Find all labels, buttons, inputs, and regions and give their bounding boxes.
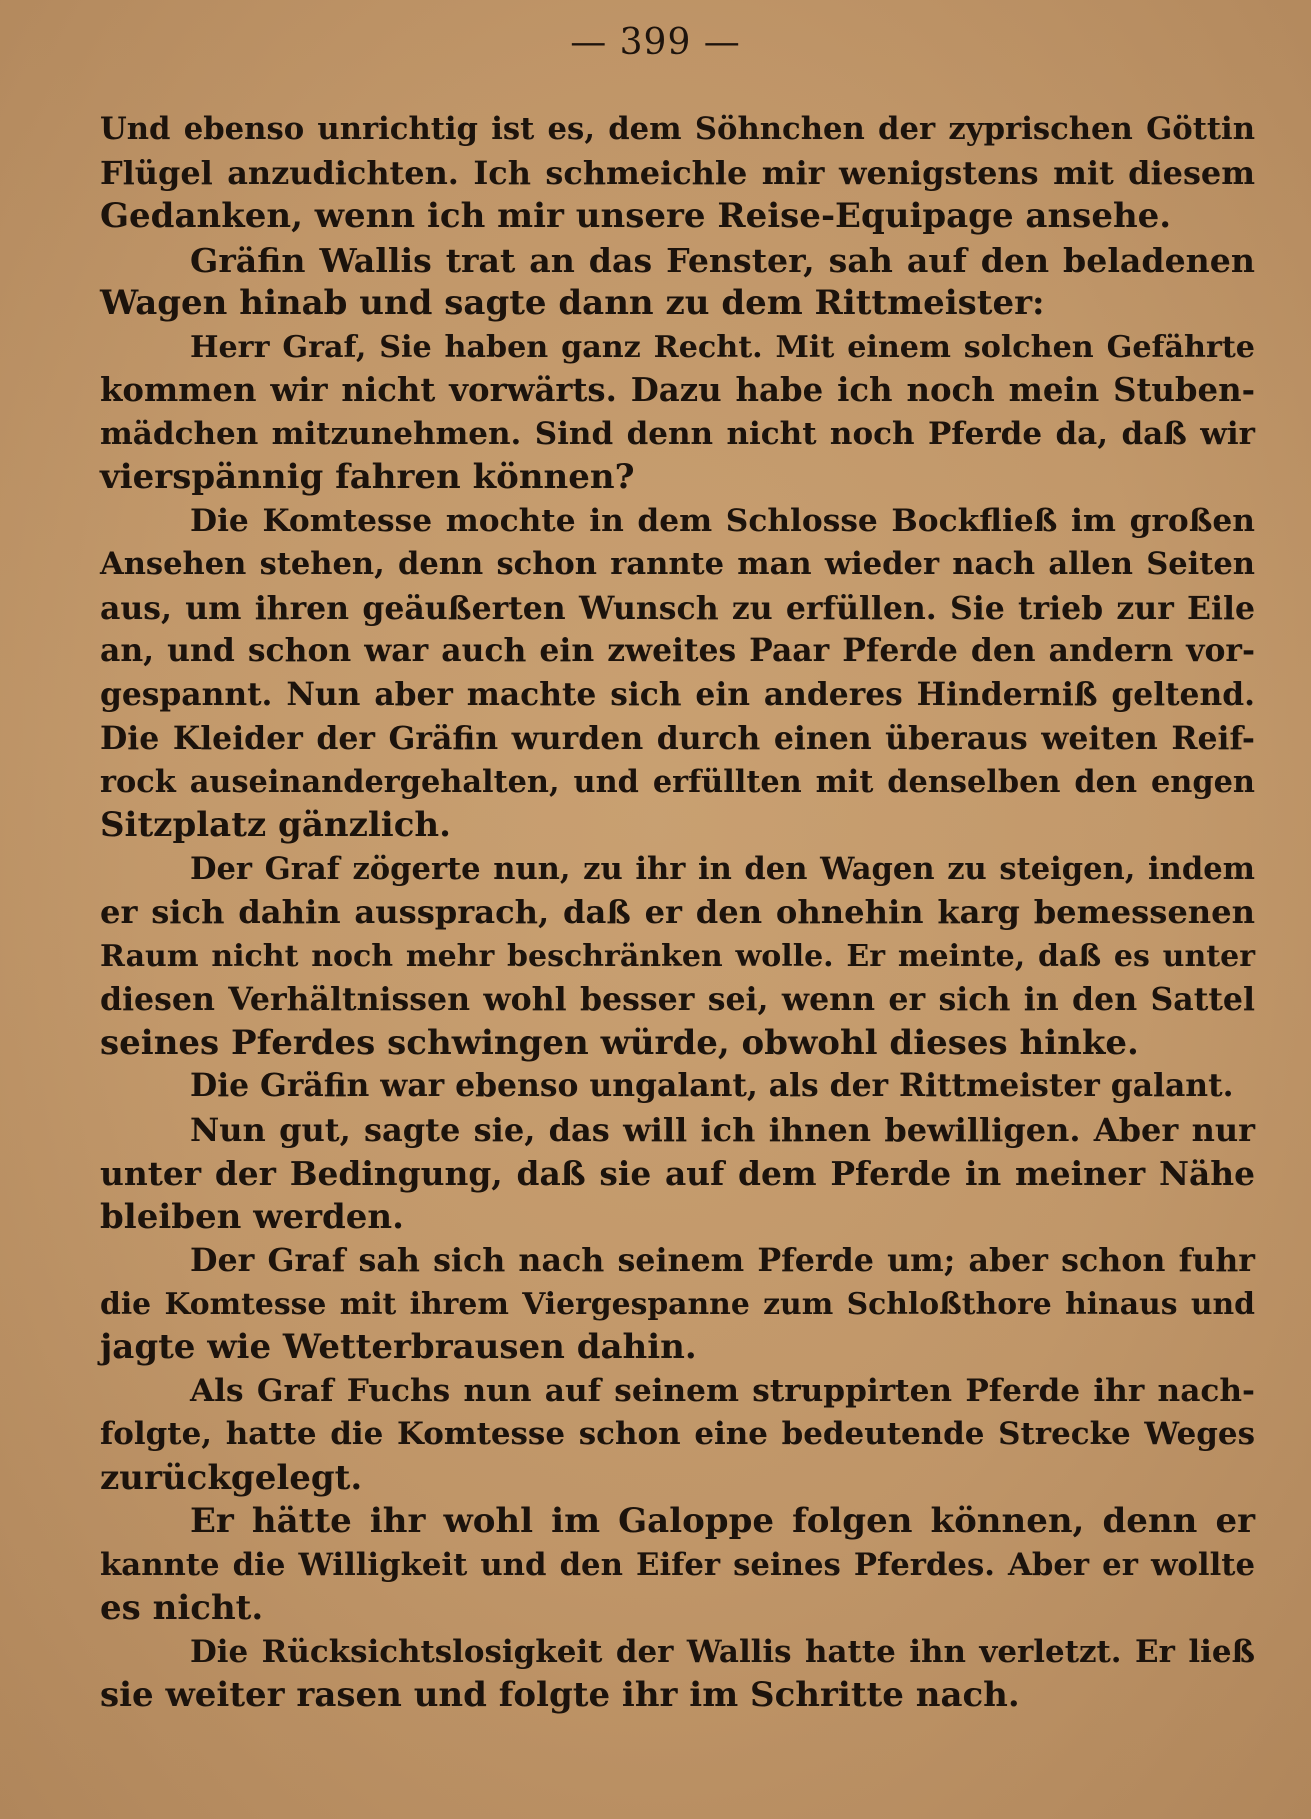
text-line: Der Graf zögerte nun, zu ihr in den Wagen zu steigen, indem — [190, 850, 1255, 887]
text-line: zurückgelegt. — [100, 1457, 363, 1498]
text-line: jagte wie Wetterbrausen dahin. — [100, 1327, 697, 1367]
text-line: Gedanken, wenn ich mir unsere Reise-Equipage ansehe. — [100, 196, 1172, 236]
text-line: Der Graf sah sich nach seinem Pferde um; aber schon fuhr — [190, 1242, 1255, 1279]
text-line: mädchen mitzunehmen. Sind denn nicht noch Pferde da, daß wir — [100, 415, 1255, 452]
text-line: Nun gut, sagte sie, das will ich ihnen bewilligen. Aber nur — [190, 1110, 1255, 1149]
text-line: Gräfin Wallis trat an das Fenster, sah auf den beladenen — [190, 240, 1255, 280]
text-line: Die Kleider der Gräfin wurden durch einen überaus weiten Reif- — [100, 720, 1255, 757]
page-number: — 399 — — [570, 22, 741, 63]
text-line: Flügel anzudichten. Ich schmeichle mir wenigstens mit diesem — [100, 153, 1255, 192]
text-line: kannte die Willigkeit und den Eifer seines Pferdes. Aber er wollte — [100, 1546, 1255, 1583]
text-line: vierspännig fahren können? — [100, 457, 635, 497]
text-line: bleiben werden. — [100, 1196, 404, 1237]
text-line: diesen Verhältnissen wohl besser sei, wenn er sich in den Sattel — [100, 981, 1255, 1018]
text-line: es nicht. — [100, 1588, 264, 1628]
text-line: an, und schon war auch ein zweites Paar Pferde den andern vor- — [100, 633, 1255, 669]
text-line: Als Graf Fuchs nun auf seinem struppirten Pferde ihr nach- — [190, 1372, 1255, 1409]
text-line: Die Rücksichtslosigkeit der Wallis hatte ihn verletzt. Er ließ — [190, 1633, 1255, 1670]
text-line: unter der Bedingung, daß sie auf dem Pferde in meiner Nähe — [100, 1154, 1255, 1193]
text-line: er sich dahin aussprach, daß er den ohnehin karg bemessenen — [100, 893, 1255, 931]
text-line: Wagen hinab und sagte dann zu dem Rittmeister: — [100, 283, 1045, 323]
text-line: aus, um ihren geäußerten Wunsch zu erfüllen. Sie trieb zur Eile — [100, 589, 1255, 627]
text-line: die Komtesse mit ihrem Viergespanne zum Schloßthore hinaus und — [100, 1286, 1255, 1322]
text-line: folgte, hatte die Komtesse schon eine bedeutende Strecke Weges — [100, 1416, 1255, 1452]
text-line: Raum nicht noch mehr beschränken wolle. Er meinte, daß es unter — [100, 938, 1255, 974]
text-line: sie weiter rasen und folgte ihr im Schritte nach. — [100, 1675, 1020, 1715]
text-line: gespannt. Nun aber machte sich ein anderes Hinderniß geltend. — [100, 676, 1255, 713]
body-text — [100, 108, 1255, 1718]
text-line: kommen wir nicht vorwärts. Dazu habe ich noch mein Stuben- — [100, 371, 1255, 409]
text-line: Ansehen stehen, denn schon rannte man wieder nach allen Seiten — [100, 546, 1255, 582]
text-line: rock auseinandergehalten, und erfüllten mit denselben den engen — [100, 763, 1255, 800]
text-line: Er hätte ihr wohl im Galoppe folgen können, denn er — [190, 1501, 1255, 1541]
text-line: Herr Graf, Sie haben ganz Recht. Mit einem solchen Gefährte — [190, 329, 1255, 365]
text-line: Und ebenso unrichtig ist es, dem Söhnchen der zyprischen Göttin — [100, 111, 1255, 147]
text-line: Die Gräfin war ebenso ungalant, als der Rittmeister galant. — [190, 1068, 1234, 1104]
text-line: seines Pferdes schwingen würde, obwohl dieses hinke. — [100, 1022, 1139, 1063]
text-line: Die Komtesse mochte in dem Schlosse Bockfließ im großen — [190, 502, 1255, 539]
text-line: Sitzplatz gänzlich. — [100, 805, 451, 845]
